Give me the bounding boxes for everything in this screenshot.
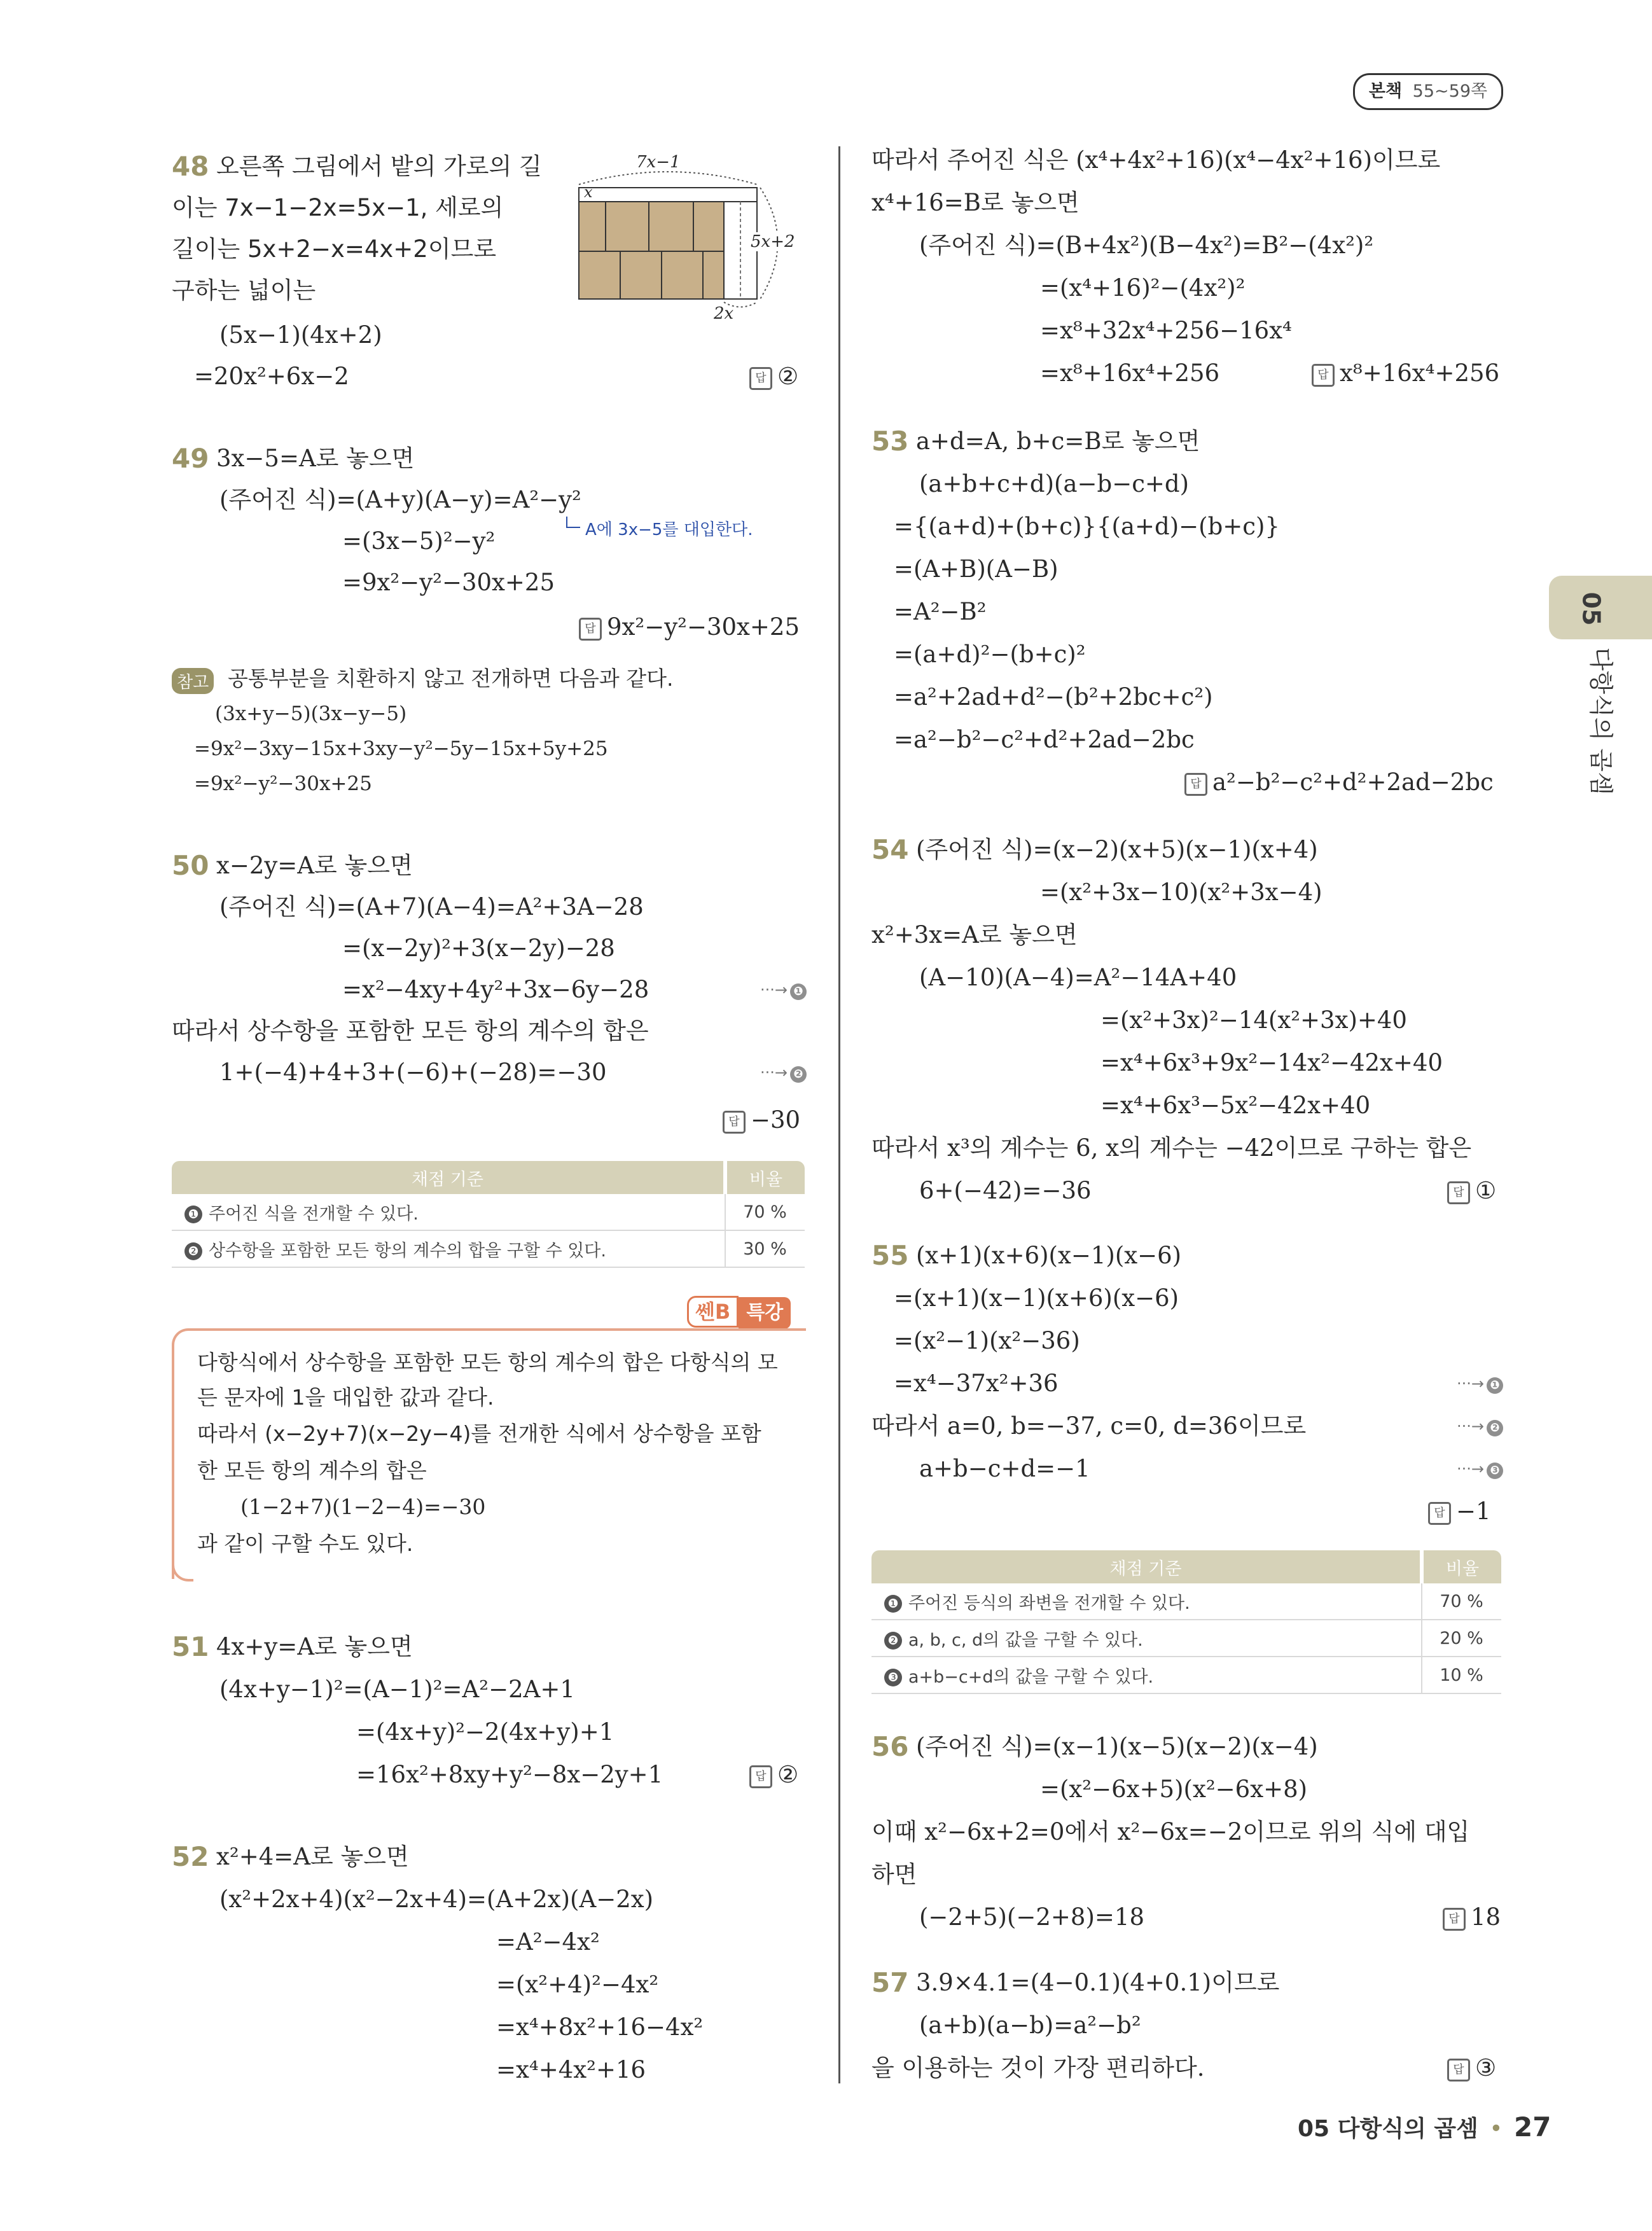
problem-number-56: 56 bbox=[871, 1731, 909, 1762]
p50-step-2-marker: ···→ ❷ bbox=[760, 1064, 807, 1083]
p51-line-2: (4x+y−1)²=(A−1)²=A²−2A+1 bbox=[219, 1676, 575, 1703]
p53-line-6: =(a+d)²−(b+c)² bbox=[894, 641, 1086, 668]
p55-answer-value: −1 bbox=[1456, 1498, 1491, 1525]
special-line-4: 한 모든 항의 계수의 합은 bbox=[197, 1458, 427, 1483]
p56-answer-value: 18 bbox=[1471, 1903, 1501, 1931]
page-footer bbox=[1298, 2111, 1551, 2143]
grading-header-ratio: 비율 bbox=[1422, 1550, 1501, 1583]
p56-line-3: 이때 x²−6x+2=0에서 x²−6x=−2이므로 위의 식에 대입 bbox=[871, 1818, 1470, 1845]
answer-icon: 답 bbox=[1447, 1181, 1470, 1204]
p49-answer-value: 9x²−y²−30x+25 bbox=[607, 613, 800, 641]
p49-ref-line-1: (3x+y−5)(3x−y−5) bbox=[215, 702, 407, 725]
p51-line-1: 4x+y=A로 놓으면 bbox=[216, 1633, 413, 1660]
field-top-label: 7x−1 bbox=[636, 153, 681, 172]
p57-answer-value: ③ bbox=[1475, 2054, 1497, 2082]
page-range-pages: 55~59쪽 bbox=[1412, 81, 1488, 101]
p54-answer bbox=[1447, 1176, 1496, 1206]
special-line-5: (1−2+7)(1−2−4)=−30 bbox=[240, 1494, 486, 1519]
grading-header-ratio: 비율 bbox=[725, 1161, 805, 1194]
p52-line-1: x²+4=A로 놓으면 bbox=[216, 1843, 409, 1870]
special-line-3: 따라서 (x−2y+7)(x−2y−4)를 전개한 식에서 상수항을 포함 bbox=[197, 1421, 761, 1446]
p49-line-2: (주어진 식)=(A+y)(A−y)=A²−y² bbox=[219, 486, 581, 513]
answer-icon: 답 bbox=[749, 1765, 772, 1788]
answer-icon: 답 bbox=[749, 367, 772, 390]
footer-dot: • bbox=[1489, 2116, 1503, 2142]
p50-line-2: (주어진 식)=(A+7)(A−4)=A²+3A−28 bbox=[219, 893, 644, 921]
grading-header-criteria: 채점 기준 bbox=[172, 1161, 725, 1194]
p48-line-6: =20x²+6x−2 bbox=[194, 363, 349, 390]
p55-line-3: =(x²−1)(x²−36) bbox=[894, 1327, 1080, 1354]
p50-line-6: 1+(−4)+4+3+(−6)+(−28)=−30 bbox=[219, 1059, 607, 1086]
footer-chapter: 05 다항식의 곱셈 bbox=[1298, 2116, 1478, 2142]
problem-number-52: 52 bbox=[172, 1841, 209, 1872]
p54-line-4: (A−10)(A−4)=A²−14A+40 bbox=[919, 964, 1237, 991]
problem-number-54: 54 bbox=[871, 834, 909, 865]
field-left-label: x bbox=[584, 183, 593, 201]
p52-cont-line-4: =(x⁴+16)²−(4x²)² bbox=[1040, 274, 1246, 302]
p50-line-5: 따라서 상수항을 포함한 모든 항의 계수의 합은 bbox=[172, 1017, 649, 1045]
grading-row: ❶ 주어진 식을 전개할 수 있다. 70 % bbox=[172, 1194, 805, 1230]
p54-line-8: 따라서 x³의 계수는 6, x의 계수는 −42이므로 구하는 합은 bbox=[871, 1134, 1472, 1162]
p50-answer bbox=[723, 1105, 800, 1136]
p48-answer-value: ② bbox=[777, 363, 799, 390]
p50-line-3: =(x−2y)²+3(x−2y)−28 bbox=[342, 935, 615, 962]
column-divider bbox=[838, 146, 840, 2083]
p52-answer-value: x⁸+16x⁴+256 bbox=[1340, 359, 1500, 387]
p52-line-5: =x⁴+8x²+16−4x² bbox=[496, 2013, 704, 2041]
p55-step-1-marker: ···→ ❶ bbox=[1457, 1375, 1503, 1394]
p53-line-7: =a²+2ad+d²−(b²+2bc+c²) bbox=[894, 683, 1213, 711]
p55-step-3-marker: ···→ ❸ bbox=[1457, 1460, 1503, 1479]
p52-line-4: =(x²+4)²−4x² bbox=[496, 1971, 659, 1998]
answer-icon: 답 bbox=[1428, 1502, 1451, 1525]
answer-icon: 답 bbox=[1312, 364, 1335, 387]
p55-answer bbox=[1428, 1496, 1491, 1527]
p52-answer bbox=[1312, 358, 1499, 389]
p50-answer-value: −30 bbox=[751, 1106, 801, 1134]
p49-answer bbox=[579, 612, 800, 643]
special-line-6: 과 같이 구할 수도 있다. bbox=[197, 1531, 413, 1556]
p49-line-4: =9x²−y²−30x+25 bbox=[342, 569, 555, 596]
grading-header-criteria: 채점 기준 bbox=[871, 1550, 1422, 1583]
answer-icon: 답 bbox=[723, 1111, 746, 1134]
answer-icon: 답 bbox=[1443, 1908, 1466, 1931]
problem-number-57: 57 bbox=[871, 1967, 909, 1998]
p49-annotation bbox=[566, 517, 753, 540]
p56-line-1: (주어진 식)=(x−1)(x−5)(x−2)(x−4) bbox=[916, 1733, 1318, 1760]
p49-annotation-text: A에 3x−5를 대입한다. bbox=[585, 520, 753, 539]
p51-answer-value: ② bbox=[777, 1761, 799, 1788]
p55-line-5: 따라서 a=0, b=−37, c=0, d=36이므로 bbox=[871, 1412, 1307, 1440]
p49-ref-line-3: =9x²−y²−30x+25 bbox=[194, 772, 372, 795]
p49-reference-text: 공통부분을 치환하지 않고 전개하면 다음과 같다. bbox=[228, 666, 674, 691]
p50-grading-table bbox=[172, 1161, 805, 1268]
p57-line-3: 을 이용하는 것이 가장 편리하다. bbox=[871, 2054, 1205, 2082]
p56-line-4: 하면 bbox=[871, 1861, 917, 1888]
p57-answer bbox=[1447, 2053, 1496, 2083]
p57-line-2: (a+b)(a−b)=a²−b² bbox=[919, 2012, 1141, 2039]
p54-line-5: =(x²+3x)²−14(x²+3x)+40 bbox=[1100, 1006, 1407, 1034]
p52-cont-line-5: =x⁸+32x⁴+256−16x⁴ bbox=[1040, 317, 1292, 344]
p51-line-3: =(4x+y)²−2(4x+y)+1 bbox=[356, 1718, 614, 1746]
field-right-label: 5x+2 bbox=[751, 232, 795, 251]
answer-icon: 답 bbox=[1447, 2059, 1470, 2082]
p51-answer bbox=[749, 1760, 798, 1790]
page-range-badge bbox=[1353, 73, 1503, 110]
problem-number-51: 51 bbox=[172, 1631, 209, 1662]
p56-line-5: (−2+5)(−2+8)=18 bbox=[919, 1903, 1144, 1931]
problem-number-48: 48 bbox=[172, 151, 209, 182]
field-bottom-label: 2x bbox=[714, 304, 734, 323]
reference-tag: 참고 bbox=[172, 668, 214, 694]
p56-answer bbox=[1443, 1902, 1501, 1933]
special-tag bbox=[687, 1296, 791, 1328]
p55-line-1: (x+1)(x+6)(x−1)(x−6) bbox=[916, 1242, 1182, 1269]
p51-line-4: =16x²+8xy+y²−8x−2y+1 bbox=[356, 1761, 663, 1788]
p55-line-6: a+b−c+d=−1 bbox=[919, 1455, 1090, 1482]
p53-line-3: ={(a+d)+(b+c)}{(a+d)−(b+c)} bbox=[894, 513, 1280, 540]
p53-line-1: a+d=A, b+c=B로 놓으면 bbox=[916, 427, 1200, 455]
p55-grading-table bbox=[871, 1550, 1501, 1694]
p48-line-4: 구하는 넓이는 bbox=[172, 277, 316, 304]
p55-step-2-marker: ···→ ❷ bbox=[1457, 1417, 1503, 1436]
special-tag-a: 쎈B bbox=[687, 1296, 739, 1328]
chapter-side-tab bbox=[1549, 576, 1652, 639]
p50-line-4: =x²−4xy+4y²+3x−6y−28 bbox=[342, 976, 649, 1003]
p54-line-7: =x⁴+6x³−5x²−42x+40 bbox=[1100, 1092, 1371, 1119]
grading-row: ❷ a, b, c, d의 값을 구할 수 있다. 20 % bbox=[871, 1620, 1501, 1657]
p49-line-3: =(3x−5)²−y² bbox=[342, 527, 496, 555]
p54-line-3: x²+3x=A로 놓으면 bbox=[871, 921, 1078, 949]
field-diagram bbox=[560, 153, 814, 331]
answer-icon: 답 bbox=[579, 618, 602, 641]
p54-line-9: 6+(−42)=−36 bbox=[919, 1177, 1092, 1204]
page-number: 27 bbox=[1513, 2111, 1551, 2143]
p54-line-6: =x⁴+6x³+9x²−14x²−42x+40 bbox=[1100, 1049, 1443, 1076]
p57-line-1: 3.9×4.1=(4−0.1)(4+0.1)이므로 bbox=[916, 1969, 1280, 1996]
problem-number-50: 50 bbox=[172, 850, 209, 881]
p54-line-1: (주어진 식)=(x−2)(x+5)(x−1)(x+4) bbox=[916, 836, 1318, 863]
p56-line-2: =(x²−6x+5)(x²−6x+8) bbox=[1040, 1776, 1308, 1803]
p50-step-1-marker: ···→ ❶ bbox=[760, 981, 807, 1000]
p48-line-2: 이는 7x−1−2x=5x−1, 세로의 bbox=[172, 194, 504, 221]
p48-answer bbox=[749, 361, 798, 392]
p52-cont-line-6: =x⁸+16x⁴+256 bbox=[1040, 359, 1220, 387]
p53-line-4: =(A+B)(A−B) bbox=[894, 555, 1059, 583]
problem-number-55: 55 bbox=[871, 1240, 909, 1271]
special-line-2: 든 문자에 1을 대입한 값과 같다. bbox=[197, 1385, 494, 1410]
p52-cont-line-3: (주어진 식)=(B+4x²)(B−4x²)=B²−(4x²)² bbox=[919, 232, 1374, 259]
p55-line-2: =(x+1)(x−1)(x+6)(x−6) bbox=[894, 1284, 1179, 1312]
p52-line-6: =x⁴+4x²+16 bbox=[496, 2056, 646, 2083]
p50-line-1: x−2y=A로 놓으면 bbox=[216, 852, 413, 879]
problem-number-49: 49 bbox=[172, 443, 209, 474]
special-line-1: 다항식에서 상수항을 포함한 모든 항의 계수의 합은 다항식의 모 bbox=[197, 1350, 778, 1375]
answer-icon: 답 bbox=[1184, 773, 1207, 796]
chapter-number: 05 bbox=[1577, 592, 1606, 626]
problem-number-53: 53 bbox=[871, 426, 909, 457]
p55-line-4: =x⁴−37x²+36 bbox=[894, 1370, 1059, 1397]
p54-line-2: =(x²+3x−10)(x²+3x−4) bbox=[1040, 879, 1322, 906]
p48-line-1: 오른쪽 그림에서 밭의 가로의 길 bbox=[216, 153, 542, 180]
grading-row: ❸ a+b−c+d의 값을 구할 수 있다. 10 % bbox=[871, 1657, 1501, 1693]
p49-line-1: 3x−5=A로 놓으면 bbox=[216, 445, 415, 472]
chapter-side-title: 다항식의 곱셈 bbox=[1586, 647, 1615, 795]
grading-row: ❶ 주어진 등식의 좌변을 전개할 수 있다. 70 % bbox=[871, 1583, 1501, 1620]
p52-line-2: (x²+2x+4)(x²−2x+4)=(A+2x)(A−2x) bbox=[219, 1886, 654, 1913]
grading-row: ❷ 상수항을 포함한 모든 항의 계수의 합을 구할 수 있다. 30 % bbox=[172, 1230, 805, 1267]
p52-cont-line-2: x⁴+16=B로 놓으면 bbox=[871, 189, 1079, 216]
p54-answer-value: ① bbox=[1475, 1177, 1497, 1204]
p52-line-3: =A²−4x² bbox=[496, 1928, 600, 1956]
p49-ref-line-2: =9x²−3xy−15x+3xy−y²−5y−15x+5y+25 bbox=[194, 737, 608, 760]
p53-answer bbox=[1184, 767, 1494, 798]
p53-line-5: =A²−B² bbox=[894, 598, 987, 625]
p48-line-5: (5x−1)(4x+2) bbox=[219, 321, 382, 349]
p48-line-3: 길이는 5x+2−x=4x+2이므로 bbox=[172, 235, 497, 263]
page-range-label: 본책 bbox=[1368, 81, 1403, 101]
p52-cont-line-1: 따라서 주어진 식은 (x⁴+4x²+16)(x⁴−4x²+16)이므로 bbox=[871, 146, 1441, 174]
p53-answer-value: a²−b²−c²+d²+2ad−2bc bbox=[1212, 768, 1494, 796]
p53-line-8: =a²−b²−c²+d²+2ad−2bc bbox=[894, 726, 1195, 753]
p53-line-2: (a+b+c+d)(a−b−c+d) bbox=[919, 470, 1190, 497]
special-tag-b: 특강 bbox=[739, 1297, 791, 1329]
